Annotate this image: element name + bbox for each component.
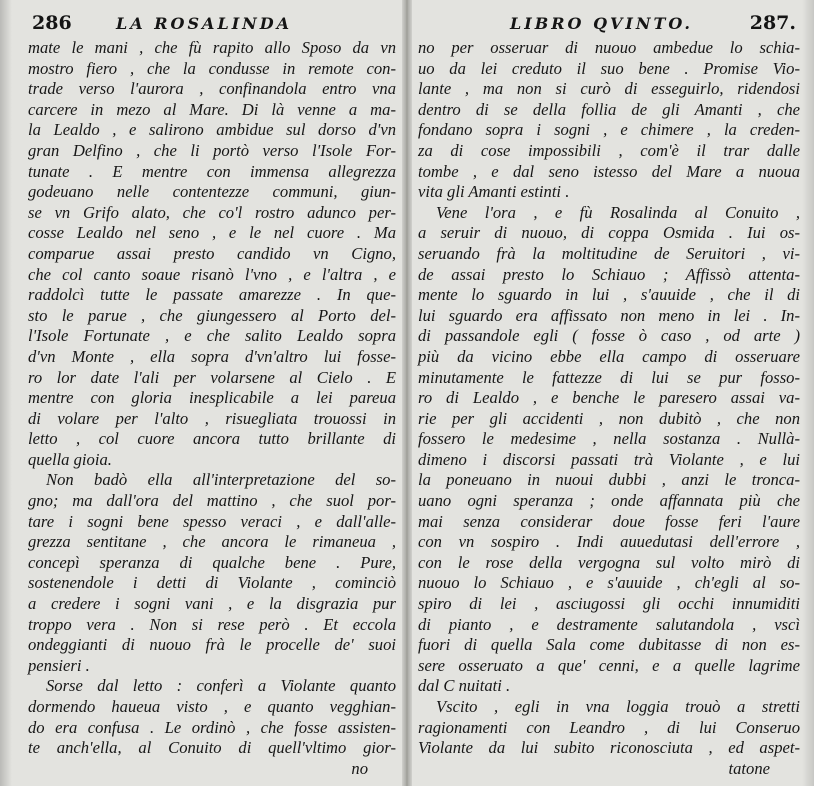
text-line: cosse Lealdo nel seno , e le nel cuore . Ma <box>28 223 396 243</box>
text-line: di pianto , e destramente salutandola , vscì <box>418 614 800 634</box>
left-page-header <box>28 8 396 38</box>
text-line: sostenendole i detti di Violante , cominciò <box>28 573 396 593</box>
right-page-number: 287. <box>749 12 796 34</box>
text-line: no per osseruar di nuouo ambedue lo schia- <box>418 38 800 57</box>
text-line: tare i sogni bene spesso veraci , e dall'alle- <box>28 511 396 531</box>
text-line: uo da lei creduto il suo bene . Promise Vio- <box>418 58 800 78</box>
book-gutter <box>402 0 412 786</box>
text-line: ragionamenti con Leandro , di lui Conseruo <box>418 717 800 737</box>
text-line: l'Isole Fortunate , e che salito Lealdo sopra <box>28 326 396 346</box>
text-line: fondano sopra i sogni , e chimere , la creden- <box>418 120 800 140</box>
text-line: più da vicino ebbe ella campo di osseruare <box>418 346 800 366</box>
right-running-head: LIBRO QVINTO. <box>510 14 693 33</box>
left-page-number: 286 <box>32 12 72 34</box>
left-running-head: LA ROSALINDA <box>116 14 293 33</box>
text-line: la poneuano in nuoui dubbi , anzi le tronca- <box>418 470 800 490</box>
text-line: comparue assai presto candido vn Cigno, <box>28 243 396 263</box>
text-line: de assai presto lo Schiauo ; Affissò attenta- <box>418 264 800 284</box>
text-line: letto , col cuore ancora tutto brillante di <box>28 429 396 449</box>
text-line: pensieri . <box>28 655 90 675</box>
text-line: ondeggianti di nuouo frà le procelle de' suoi <box>28 635 396 655</box>
text-line: mostro fiero , che la condusse in remote con- <box>28 58 396 78</box>
text-line: lante , ma non si curò di esseguirlo, ridendosi <box>418 79 800 99</box>
text-line: fuori di quella Sala come dubitasse di non es- <box>418 635 800 655</box>
text-line: quella gioia. <box>28 449 112 469</box>
text-line: sto le parue , che giungessero al Porto del- <box>28 305 396 325</box>
right-page-header <box>418 8 800 38</box>
text-line: ro lor date l'ali per volarsene al Cielo . E <box>28 367 396 387</box>
text-line: raddolcì tutte le passate amarezze . In que- <box>28 285 396 305</box>
text-line: d'vn Monte , ella sopra d'vn'altro lui fosse- <box>28 346 396 366</box>
text-line: nuouo lo Schiauo , e s'auuide , ch'egli al so- <box>418 573 800 593</box>
text-line: dal C nuitati . <box>418 676 511 696</box>
left-edge-shadow <box>0 0 12 786</box>
text-line: spiro di lei , asciugossi gli occhi innumiditi <box>418 594 800 614</box>
right-page-body <box>418 38 800 759</box>
text-line: la Lealdo , e salirono ambidue sul dorso d'vn <box>28 120 396 140</box>
right-page <box>410 0 814 786</box>
text-line: a credere i sogni vani , e la disgrazia pur <box>28 594 396 614</box>
text-line: grezza sentitane , che ancora le rimaneua , <box>28 532 396 552</box>
text-line: sere osseruato a que' cenni, e a quelle lagrime <box>418 655 800 675</box>
text-line: trade verso l'aurora , confinandola entro vna <box>28 79 396 99</box>
text-line: di passandole egli ( fosse ò caso , od arte ) <box>418 326 800 346</box>
right-edge-shadow <box>802 0 814 786</box>
text-line: concepì speranza di qualche bene . Pure, <box>28 552 396 572</box>
left-catchword: no <box>351 758 368 778</box>
text-line: vita gli Amanti estinti . <box>418 182 570 202</box>
text-line: di volare per l'alto , risuegliata trouossi in <box>28 408 396 428</box>
text-line: con vn sospiro . Indi auuedutasi dell'errore , <box>418 532 800 552</box>
text-line: Non badò ella all'interpretazione del so- <box>46 470 396 490</box>
left-page <box>0 0 404 786</box>
text-line: uano ogni speranza ; onde affannata più che <box>418 491 800 511</box>
right-catchword: tatone <box>728 758 770 778</box>
text-line: mente lo sguardo in lui , s'auuide , che il di <box>418 285 800 305</box>
text-line: Vene l'ora , e fù Rosalinda al Conuito , <box>436 202 800 222</box>
text-line: dormendo haueua visto , e quanto vegghian- <box>28 697 396 716</box>
text-line: gran Delfino , che li portò verso l'Isole For- <box>28 140 396 160</box>
text-line: gno; ma dall'ora del mattino , che suol por- <box>28 491 396 511</box>
text-line: dentro di se della follia de gli Amanti , che <box>418 99 800 119</box>
text-line: rie per gli accidenti , non dubitò , che non <box>418 408 800 428</box>
text-line: godeuano nelle contentezze communi, giun- <box>28 182 396 202</box>
text-line: carcere in mezo al Mare. Di là venne a ma- <box>28 99 396 119</box>
text-line: tunate . E mentre con immensa allegrezza <box>28 161 396 181</box>
text-line: mai senza considerar doue fosse feri l'aure <box>418 511 800 531</box>
text-line: za di cose impossibili , com'è il trar dalle <box>418 140 800 160</box>
text-line: fossero le medesime , nella sostanza . Nullà- <box>418 429 800 449</box>
text-line: a seruir di nuouo, di coppa Osmida . Iui os- <box>418 223 800 243</box>
text-line: mentre con gloria inesplicabile a lei pareua <box>28 388 396 408</box>
text-line: dimeno i discorsi passati trà Violante , e lui <box>418 449 800 469</box>
text-line: ro di Lealdo , e benche le paresero assai va- <box>418 388 800 408</box>
text-line: Vscito , egli in vna loggia trouò a stretti <box>436 697 800 716</box>
text-line: Sorse dal letto : conferì a Violante quanto <box>46 676 396 696</box>
text-line: seruando frà la moltitudine de Seruitori , vi- <box>418 243 800 263</box>
left-page-body <box>28 38 396 759</box>
text-line: tombe , e dal seno istesso del Mare a nuoua <box>418 161 800 181</box>
text-line: con le rose della vergogna sul volto mirò di <box>418 552 800 572</box>
text-line: se vn Grifo alato, che co'l rostro adunco per- <box>28 202 396 222</box>
text-line: te anch'ella, al Conuito di quell'vltimo gior- <box>28 738 396 758</box>
text-line: minutamente le fattezze di lui se pur fosso- <box>418 367 800 387</box>
text-line: Violante da lui subito riconosciuta , ed aspet- <box>418 738 800 758</box>
text-line: lui sguardo era affissato non meno in lei . In- <box>418 305 800 325</box>
text-line: che col canto soaue risanò l'vno , e l'altra , e <box>28 264 396 284</box>
text-line: troppo vera . Non si rese però . Et eccola <box>28 614 396 634</box>
text-line: do era confusa . Le ordinò , che fosse assisten- <box>28 717 396 737</box>
text-line: mate le mani , che fù rapito allo Sposo da vn <box>28 38 396 57</box>
